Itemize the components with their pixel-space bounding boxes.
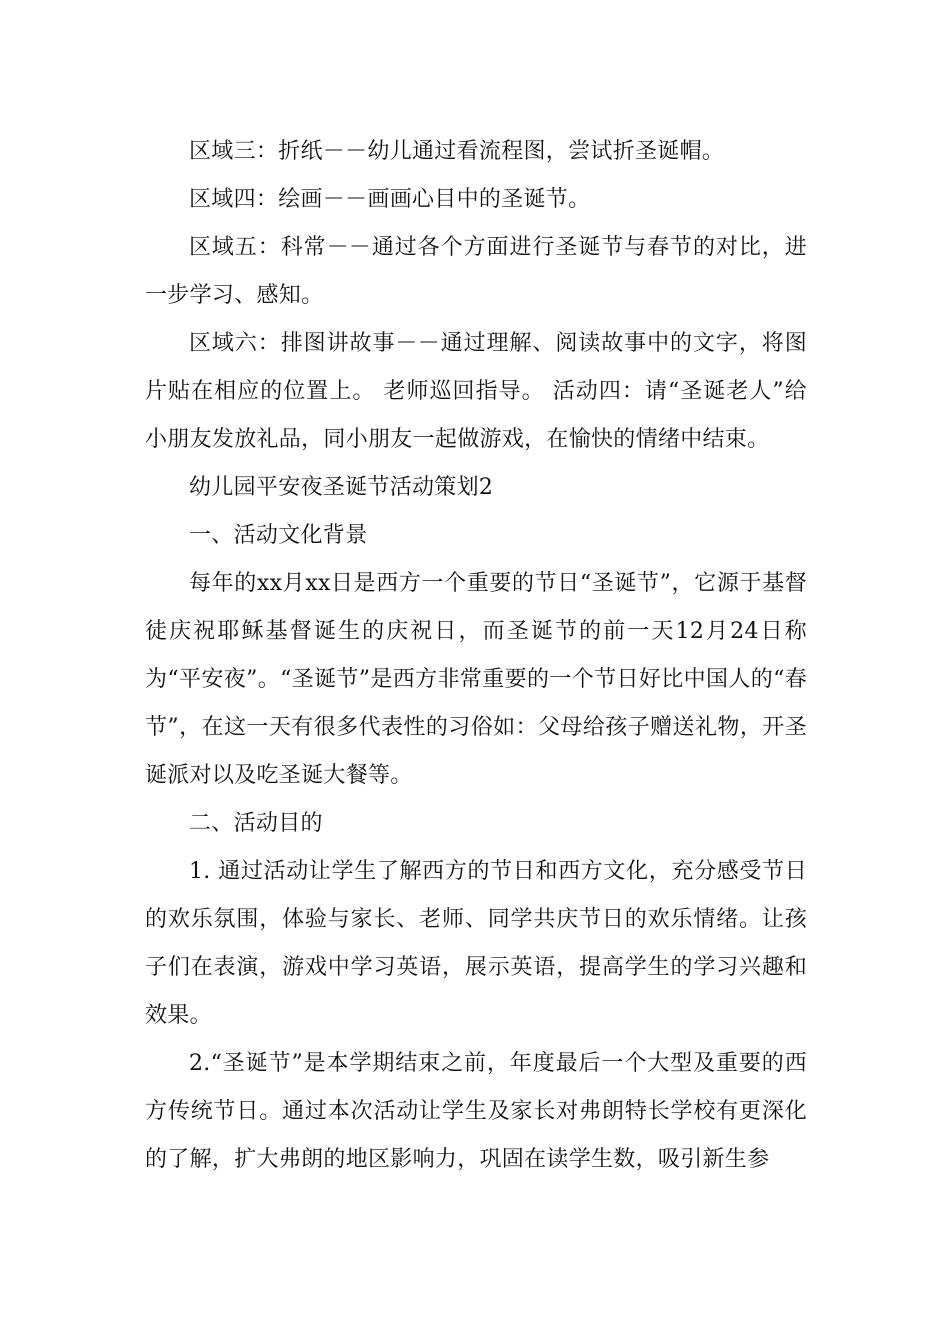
paragraph-background: 每年的xx月xx日是西方一个重要的节日“圣诞节”，它源于基督徒庆祝耶稣基督诞生的庆祝日，而圣诞节的前一天12月24日称为“平安夜”。“圣诞节”是西方非常重要的一个节日好比中国人的“春节”，在这一天有很多代表性的习俗如：父母给孩子赠送礼物，开圣诞派对以及吃圣诞大餐等。 — [145, 571, 807, 788]
paragraph-purpose-2: 2.“圣诞节”是本学期结束之前，年度最后一个大型及重要的西方传统节日。通过本次活动让学生及家长对弗朗特长学校有更深化的了解，扩大弗朗的地区影响力，巩固在读学生数，吸引新生参 — [145, 1051, 807, 1172]
heading-background: 一、活动文化背景 — [189, 523, 368, 548]
paragraph-zone-five: 区域五：科常－－通过各个方面进行圣诞节与春节的对比，进一步学习、感知。 — [145, 235, 807, 308]
section-title: 幼儿园平安夜圣诞节活动策划2 — [189, 475, 494, 500]
document-body — [145, 128, 807, 1184]
paragraph-zone-three: 区域三：折纸－－幼儿通过看流程图，尝试折圣诞帽。 — [189, 139, 725, 164]
paragraph-purpose-1: 1. 通过活动让学生了解西方的节日和西方文化，充分感受节日的欢乐氛围，体验与家长、老师、同学共庆节日的欢乐情绪。让孩子们在表演，游戏中学习英语，展示英语，提高学生的学习兴趣和效果。 — [145, 859, 807, 1028]
paragraph-zone-six: 区域六：排图讲故事－－通过理解、阅读故事中的文字，将图片贴在相应的位置上。 老师巡回指导。 活动四：请“圣诞老人”给小朋友发放礼品，同小朋友一起做游戏，在愉快的情绪中结束。 — [145, 331, 807, 452]
heading-purpose: 二、活动目的 — [189, 811, 323, 836]
paragraph-zone-four: 区域四：绘画－－画画心目中的圣诞节。 — [189, 187, 591, 212]
